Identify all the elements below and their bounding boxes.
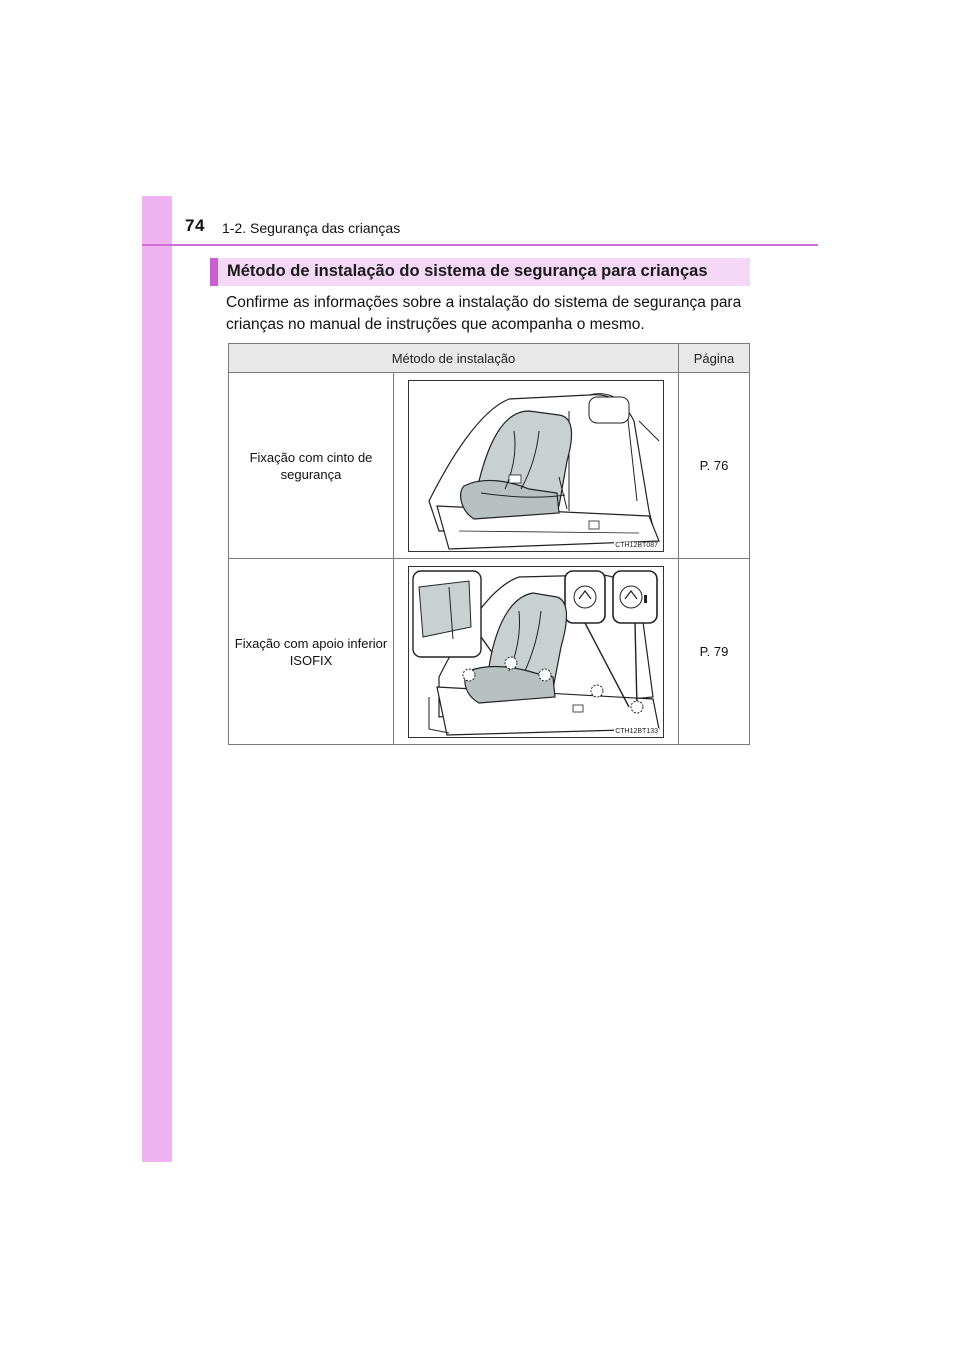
table-row (229, 373, 750, 559)
section-heading (210, 258, 750, 286)
chapter-side-tab (142, 196, 172, 1162)
column-header-page: Página (679, 344, 750, 373)
figure-cell (394, 559, 679, 745)
figure-code: CTH12BT133 (615, 727, 658, 735)
page-number: 74 (185, 216, 205, 235)
intro-paragraph: Confirme as informações sobre a instalação do sistema de segurança para crianças no manual de instruções que acompanha o mesmo. (226, 294, 742, 333)
column-header-method: Método de instalação (229, 344, 679, 373)
table-header-row (229, 344, 750, 373)
table-row (229, 559, 750, 745)
heading-text: Método de instalação do sistema de segurança para crianças (227, 262, 708, 280)
seatbelt-installation-illustration (408, 380, 664, 552)
figure-cell (394, 373, 679, 559)
figure-code: CTH12BT087 (615, 541, 658, 549)
page-reference: P. 79 (679, 559, 750, 745)
heading-accent (210, 258, 218, 286)
installation-method-table (228, 343, 750, 745)
method-label: Fixação com apoio inferior ISOFIX (229, 559, 394, 745)
header-rule (142, 244, 818, 246)
page-reference: P. 76 (679, 373, 750, 559)
section-title: 1-2. Segurança das crianças (222, 220, 401, 236)
isofix-installation-illustration (408, 566, 664, 738)
method-label: Fixação com cinto de segurança (229, 373, 394, 559)
